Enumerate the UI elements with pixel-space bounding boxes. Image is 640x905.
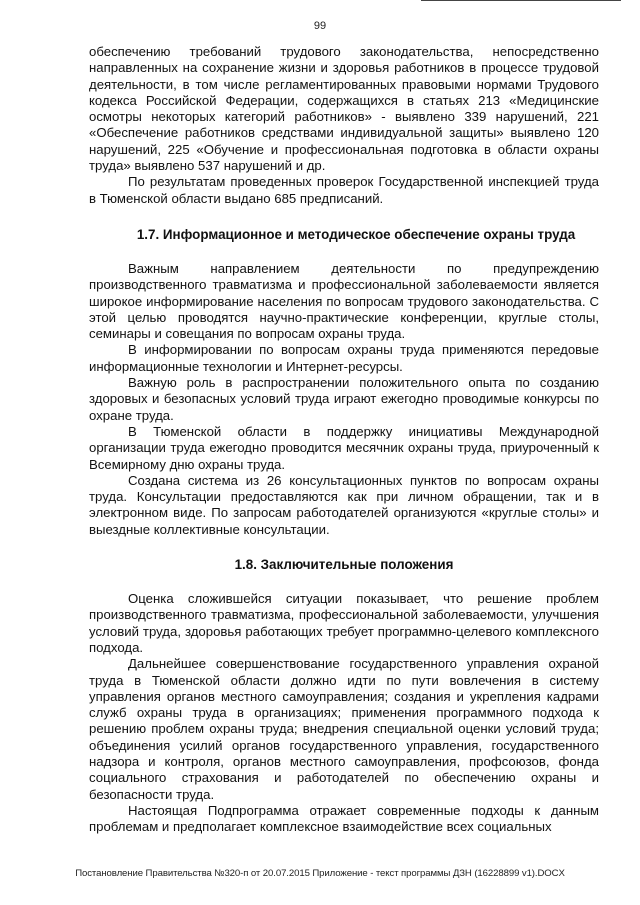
- results-paragraph: По результатам проведенных проверок Государственной инспекцией труда в Тюменской области выдано 685 предписаний.: [89, 174, 599, 206]
- document-footer: Постановление Правительства №320-п от 20.07.2015 Приложение - текст программы ДЗН (16228899 v1).DOCX: [75, 868, 565, 879]
- paragraph: В Тюменской области в поддержку инициативы Международной организации труда ежегодно проводится месячник охраны труда, приуроченный к Всемирному дню охраны труда.: [89, 423, 599, 472]
- section-heading-1-7: 1.7. Информационное и методическое обеспечение охраны труда: [136, 226, 576, 242]
- paragraph: Важным направлением деятельности по предупреждению производственного травматизма и профессиональной заболеваемости является широкое информирование населения по вопросам трудового законодательства. С этой целью проводятся научно-практические конференции, круглые столы, семинары и совещания по вопросам охраны труда.: [89, 260, 599, 342]
- continuation-paragraph: обеспечению требований трудового законодательства, непосредственно направленных на сохранение жизни и здоровья работников в процессе трудовой деятельности, в том числе регламентированных правовыми нормами Трудового кодекса Российской Федерации, содержащихся в статьях 213 «Медицинские осмотры некоторых категорий работников» - выявлено 339 нарушений, 221 «Обеспечение работников средствами индивидуальной защиты» выявлено 120 нарушений, 225 «Обучение и профессиональная подготовка в области охраны труда» выявлено 537 нарушений и др.: [89, 44, 599, 174]
- paragraph: Дальнейшее совершенствование государственного управления охраной труда в Тюменской области должно идти по пути вовлечения в систему управления органов местного самоуправления; создания и укрепления кадрами служб охраны труда в организациях; применения программного подхода к решению проблем охраны труда; внедрения специальной оценки условий труда; объединения усилий органов государственного управления, государственного надзора и контроля, органов местного самоуправления, профсоюзов, фонда социального страхования и работодателей по обеспечению охраны и безопасности труда.: [89, 656, 599, 802]
- paragraph: Оценка сложившейся ситуации показывает, что решение проблем производственного травматизма, профессиональной заболеваемости, улучшения условий труда, здоровья работающих требует программно-целевого комплексного подхода.: [89, 591, 599, 655]
- page-number: 99: [313, 20, 327, 32]
- paragraph: В информировании по вопросам охраны труда применяются передовые информационные технологии и Интернет-ресурсы.: [89, 342, 599, 374]
- paragraph: Создана система из 26 консультационных пунктов по вопросам охраны труда. Консультации предоставляются как при личном обращении, так и в электронном виде. По запросам работодателей организуются «круглые столы» и выездные коллективные консультации.: [89, 472, 599, 537]
- paragraph: Важную роль в распространении положительного опыта по созданию здоровых и безопасных условий труда играют ежегодно проводимые конкурсы по охране труда.: [89, 375, 599, 423]
- section-heading-1-8: 1.8. Заключительные положения: [234, 557, 454, 573]
- document-body: [89, 44, 599, 835]
- paragraph: Настоящая Подпрограмма отражает современные подходы к данным проблемам и предполагает комплексное взаимодействие всех социальных: [89, 802, 599, 835]
- top-rule: [421, 0, 621, 1]
